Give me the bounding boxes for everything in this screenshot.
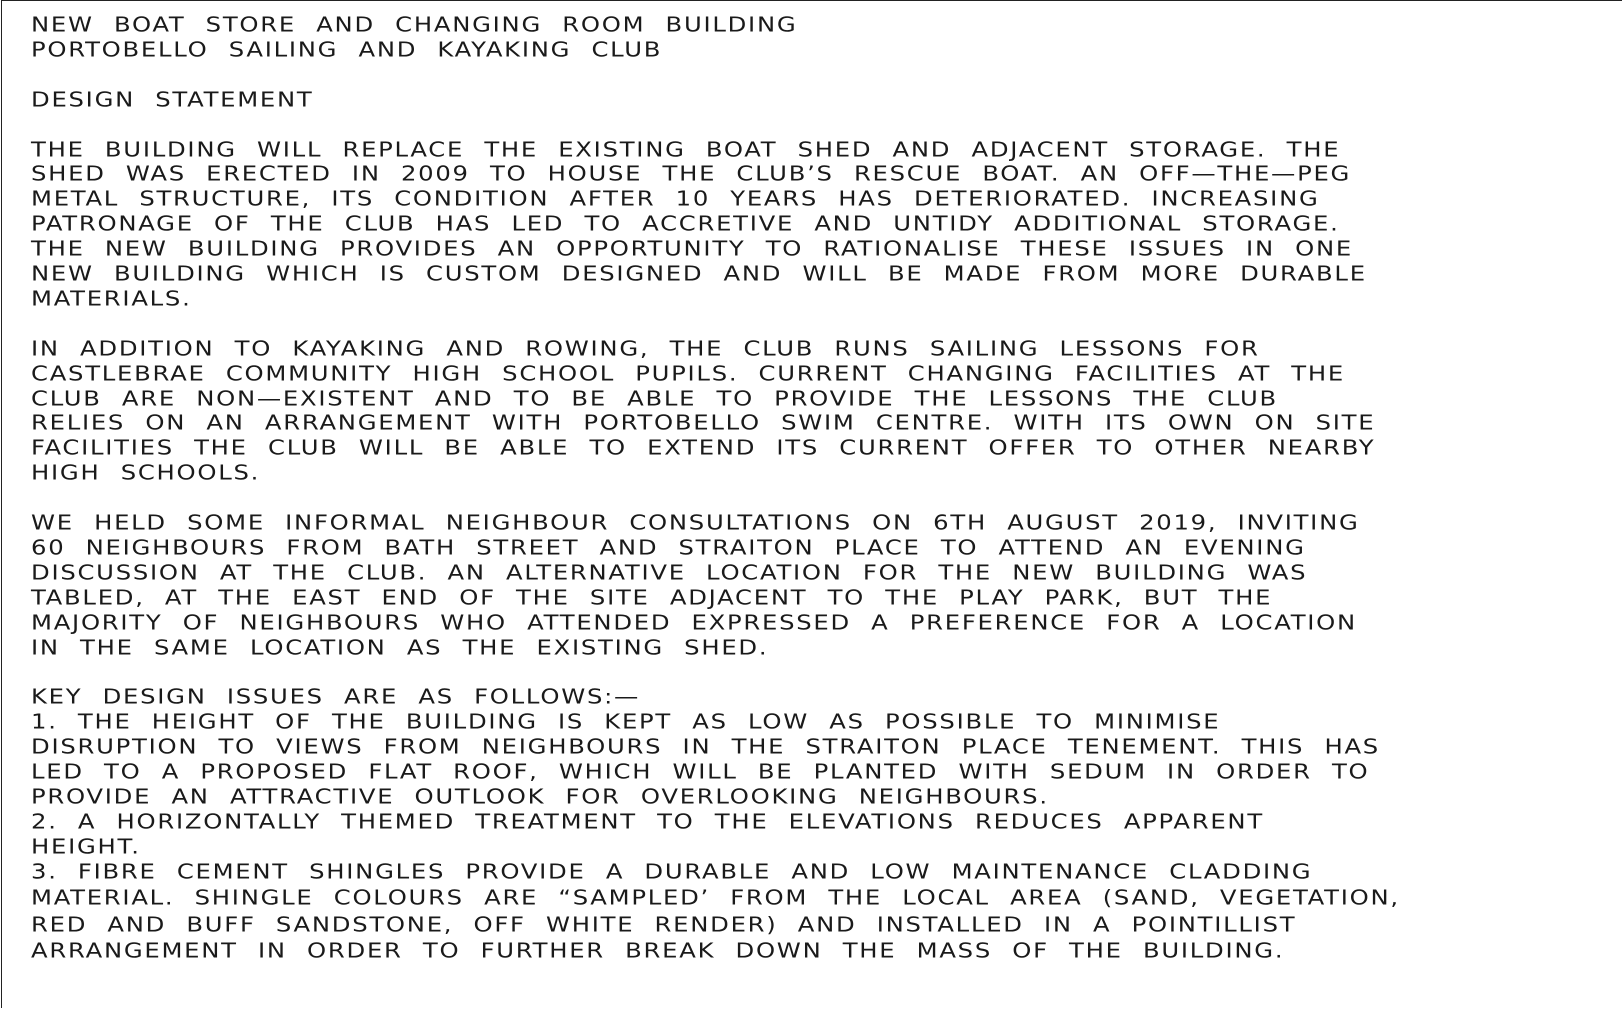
paragraph-1-line: SHED WAS ERECTED IN 2009 TO HOUSE THE CLUB’S RESCUE BOAT. AN OFF—THE—PEG: [31, 162, 1352, 187]
key-issue-line: 3. FIBRE CEMENT SHINGLES PROVIDE A DURABLE AND LOW MAINTENANCE CLADDING: [31, 859, 1313, 884]
key-issue-line: ARRANGEMENT IN ORDER TO FURTHER BREAK DOWN THE MASS OF THE BUILDING.: [31, 938, 1285, 963]
spacer: [31, 486, 1611, 511]
paragraph-2-line: FACILITIES THE CLUB WILL BE ABLE TO EXTEND ITS CURRENT OFFER TO OTHER NEARBY: [31, 436, 1376, 461]
paragraph-3-line: IN THE SAME LOCATION AS THE EXISTING SHED.: [31, 635, 769, 660]
paragraph-3-line: DISCUSSION AT THE CLUB. AN ALTERNATIVE LOCATION FOR THE NEW BUILDING WAS: [31, 560, 1308, 585]
design-statement-document: [31, 13, 1611, 964]
key-issues-heading: KEY DESIGN ISSUES ARE AS FOLLOWS:—: [31, 685, 641, 710]
drawing-sheet: [1, 0, 1622, 1008]
title-line-2: PORTOBELLO SAILING AND KAYAKING CLUB: [31, 37, 663, 62]
key-issue-line: HEIGHT.: [31, 834, 141, 859]
paragraph-2-line: HIGH SCHOOLS.: [31, 461, 261, 486]
paragraph-2-line: RELIES ON AN ARRANGEMENT WITH PORTOBELLO SWIM CENTRE. WITH ITS OWN ON SITE: [31, 411, 1376, 436]
title-line-1: NEW BOAT STORE AND CHANGING ROOM BUILDING: [31, 13, 798, 37]
spacer: [31, 113, 1611, 138]
section-heading: DESIGN STATEMENT: [31, 87, 314, 112]
paragraph-3-line: WE HELD SOME INFORMAL NEIGHBOUR CONSULTATIONS ON 6TH AUGUST 2019, INVITING: [31, 511, 1360, 536]
key-issue-line: LED TO A PROPOSED FLAT ROOF, WHICH WILL BE PLANTED WITH SEDUM IN ORDER TO: [31, 760, 1370, 785]
paragraph-1-line: MATERIALS.: [31, 287, 192, 311]
key-issue-line: PROVIDE AN ATTRACTIVE OUTLOOK FOR OVERLOOKING NEIGHBOURS.: [31, 785, 1049, 810]
paragraph-3-line: TABLED, AT THE EAST END OF THE SITE ADJACENT TO THE PLAY PARK, BUT THE: [31, 585, 1273, 610]
paragraph-2-line: CLUB ARE NON—EXISTENT AND TO BE ABLE TO PROVIDE THE LESSONS THE CLUB: [31, 386, 1278, 411]
paragraph-2-line: IN ADDITION TO KAYAKING AND ROWING, THE CLUB RUNS SAILING LESSONS FOR: [31, 336, 1260, 361]
key-issue-line: 2. A HORIZONTALLY THEMED TREATMENT TO THE ELEVATIONS REDUCES APPARENT: [31, 809, 1264, 834]
spacer: [31, 661, 1611, 686]
paragraph-2-line: CASTLEBRAE COMMUNITY HIGH SCHOOL PUPILS. CURRENT CHANGING FACILITIES AT THE: [31, 361, 1345, 386]
key-issue-line: 1. THE HEIGHT OF THE BUILDING IS KEPT AS LOW AS POSSIBLE TO MINIMISE: [31, 710, 1221, 735]
key-issue-line: DISRUPTION TO VIEWS FROM NEIGHBOURS IN THE STRAITON PLACE TENEMENT. THIS HAS: [31, 735, 1380, 760]
key-issue-line: RED AND BUFF SANDSTONE, OFF WHITE RENDER) AND INSTALLED IN A POINTILLIST: [31, 912, 1297, 937]
spacer: [31, 312, 1611, 337]
paragraph-1-line: PATRONAGE OF THE CLUB HAS LED TO ACCRETIVE AND UNTIDY ADDITIONAL STORAGE.: [31, 212, 1340, 237]
paragraph-1-line: METAL STRUCTURE, ITS CONDITION AFTER 10 YEARS HAS DETERIORATED. INCREASING: [31, 187, 1320, 212]
paragraph-3-line: MAJORITY OF NEIGHBOURS WHO ATTENDED EXPRESSED A PREFERENCE FOR A LOCATION: [31, 610, 1357, 635]
spacer: [31, 63, 1611, 88]
paragraph-3-line: 60 NEIGHBOURS FROM BATH STREET AND STRAITON PLACE TO ATTEND AN EVENING: [31, 536, 1306, 560]
paragraph-1-line: NEW BUILDING WHICH IS CUSTOM DESIGNED AND WILL BE MADE FROM MORE DURABLE: [31, 262, 1367, 287]
key-issue-line: MATERIAL. SHINGLE COLOURS ARE “SAMPLED’ FROM THE LOCAL AREA (SAND, VEGETATION,: [31, 885, 1400, 910]
paragraph-1-line: THE NEW BUILDING PROVIDES AN OPPORTUNITY TO RATIONALISE THESE ISSUES IN ONE: [31, 237, 1353, 262]
paragraph-1-line: THE BUILDING WILL REPLACE THE EXISTING BOAT SHED AND ADJACENT STORAGE. THE: [31, 137, 1341, 162]
